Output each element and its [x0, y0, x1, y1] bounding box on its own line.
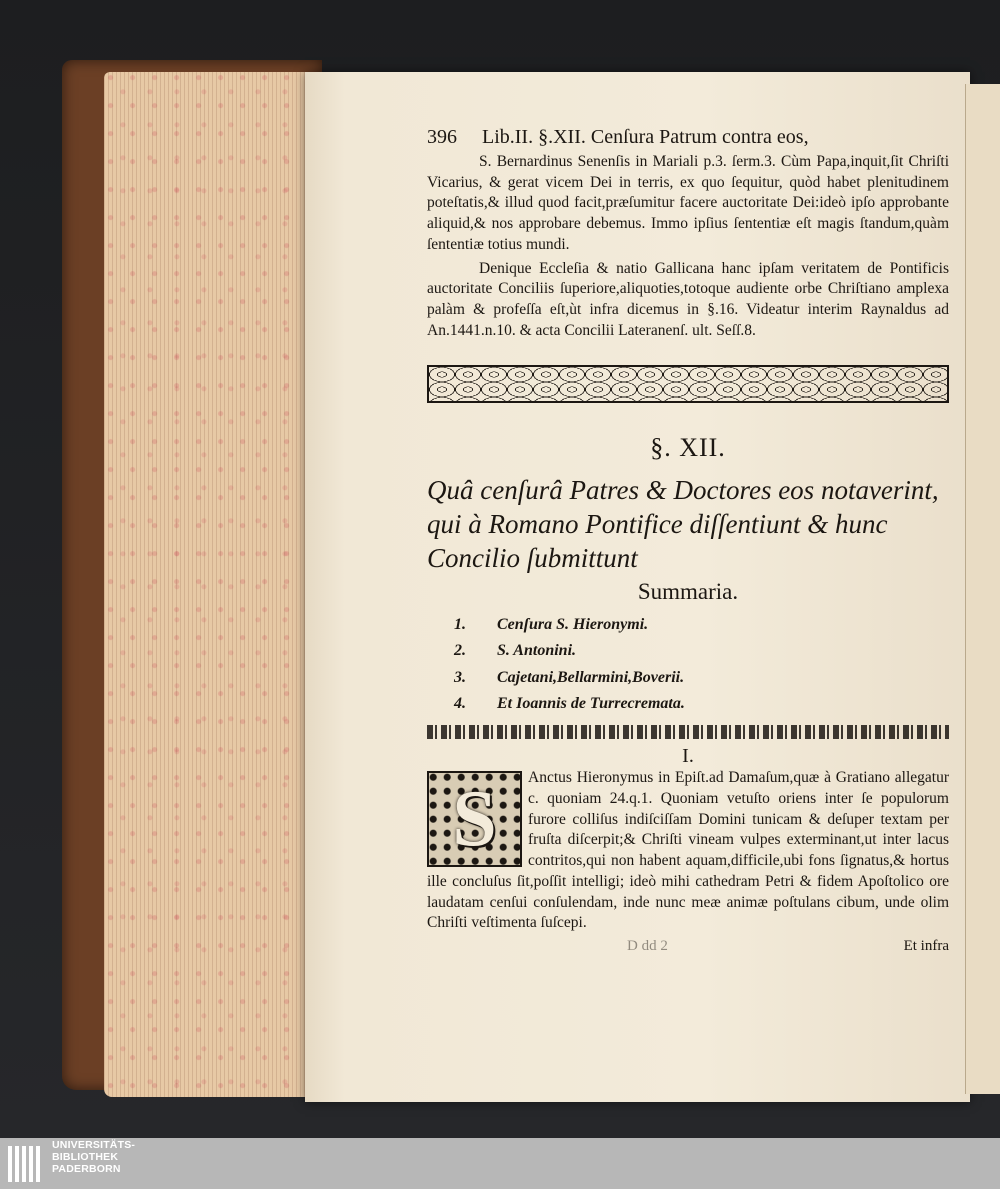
- library-line-1: UNIVERSITÄTS-: [52, 1139, 136, 1151]
- list-item: 1. Cenſura S. Hieronymi.: [454, 615, 649, 633]
- page-number: 396: [427, 126, 457, 148]
- catchword: Et infra: [903, 937, 949, 954]
- dropcap-initial: [427, 771, 522, 867]
- list-item: 4. Et Ioannis de Turrecremata.: [454, 695, 685, 713]
- summaria-title: Summaria.: [637, 579, 739, 605]
- page-content: [427, 126, 949, 955]
- section-heading: Quâ cenſurâ Patres & Doctores eos notaverint, qui à Romano Pontifice diſſentiunt & hunc Concilio ſubmittunt: [427, 475, 939, 574]
- section-number: §. XII.: [650, 433, 726, 463]
- paragraph-gallicana: Denique Eccleſia & natio Gallicana hanc ipſam veritatem de Pontificis auctoritate Conciliis ſuperiore,aliquoties,totoque audiente orbe Chriſtiano amplexa palàm & profeſſa eſt,ùt infra dicemus in §.16. Videatur interim Raynaldus ad An.1441.n.10. & acta Concilii Lateranenſ. ult. Seſſ.8.: [427, 259, 949, 339]
- paragraph-hieronymus: Anctus Hieronymus in Epiſt.ad Damaſum,quæ à Gratiano allegatur c. quoniam 24.q.1. Quoniam vetuſto oriens inter ſe populorum furore colliſus indiſciſſam Domini tunicam & deſuper textam per fruſta diſcerpit;& Chriſti vineam vulpes exterminant,ut inter lacus contritos,qui non habent aquam,difficile,ubi fons ſignatus,& hortus ille concluſus ſit,poſſit intelligi; ideò mihi cathedram Petri & fidem Apoſtolico ore laudatam cenſui conſulendam, inde nunc meæ animæ poſtulans cibum, unde olim Chriſti veſtimenta ſuſcepi.: [427, 769, 949, 932]
- library-line-3: PADERBORN: [52, 1163, 121, 1175]
- library-name: [52, 1139, 135, 1175]
- running-head: [427, 126, 949, 152]
- ornamental-divider: [427, 725, 949, 739]
- next-page-edge: [965, 84, 1000, 1094]
- dropcap-letter: S: [452, 774, 497, 863]
- list-item: 3. Cajetani,Bellarmini,Boverii.: [454, 668, 685, 686]
- paragraph-number: I.: [682, 745, 694, 768]
- signature-mark: D dd 2: [627, 937, 668, 954]
- ornamental-border: [427, 365, 949, 403]
- paragraph-hieronymus-block: [427, 768, 949, 934]
- page-edges: [104, 72, 316, 1097]
- library-line-2: BIBLIOTHEK: [52, 1151, 119, 1163]
- paragraph-bernardinus: S. Bernardinus Senenſis in Mariali p.3. ſerm.3. Cùm Papa,inquit,ſit Chriſti Vicarius, & gerat vicem Dei in terris, ex quo ſequitur, quòd habet plenitudinem poteſtatis,& illud quod facit,præſumitur facere auctoritate Dei:ideò ipſo approbante aliquid,& nos approbare debemus. Immo ipſius ſententiæ eſt magis ſtandum,quàm ſententiæ totius mundi.: [427, 153, 949, 253]
- summaria-list: [427, 611, 949, 717]
- library-logo-icon: [8, 1146, 46, 1182]
- list-item: 2. S. Antonini.: [454, 642, 577, 660]
- library-banner: [0, 1138, 1000, 1189]
- page-footer: [427, 938, 949, 955]
- running-title: Lib.II. §.XII. Cenſura Patrum contra eos,: [482, 126, 809, 148]
